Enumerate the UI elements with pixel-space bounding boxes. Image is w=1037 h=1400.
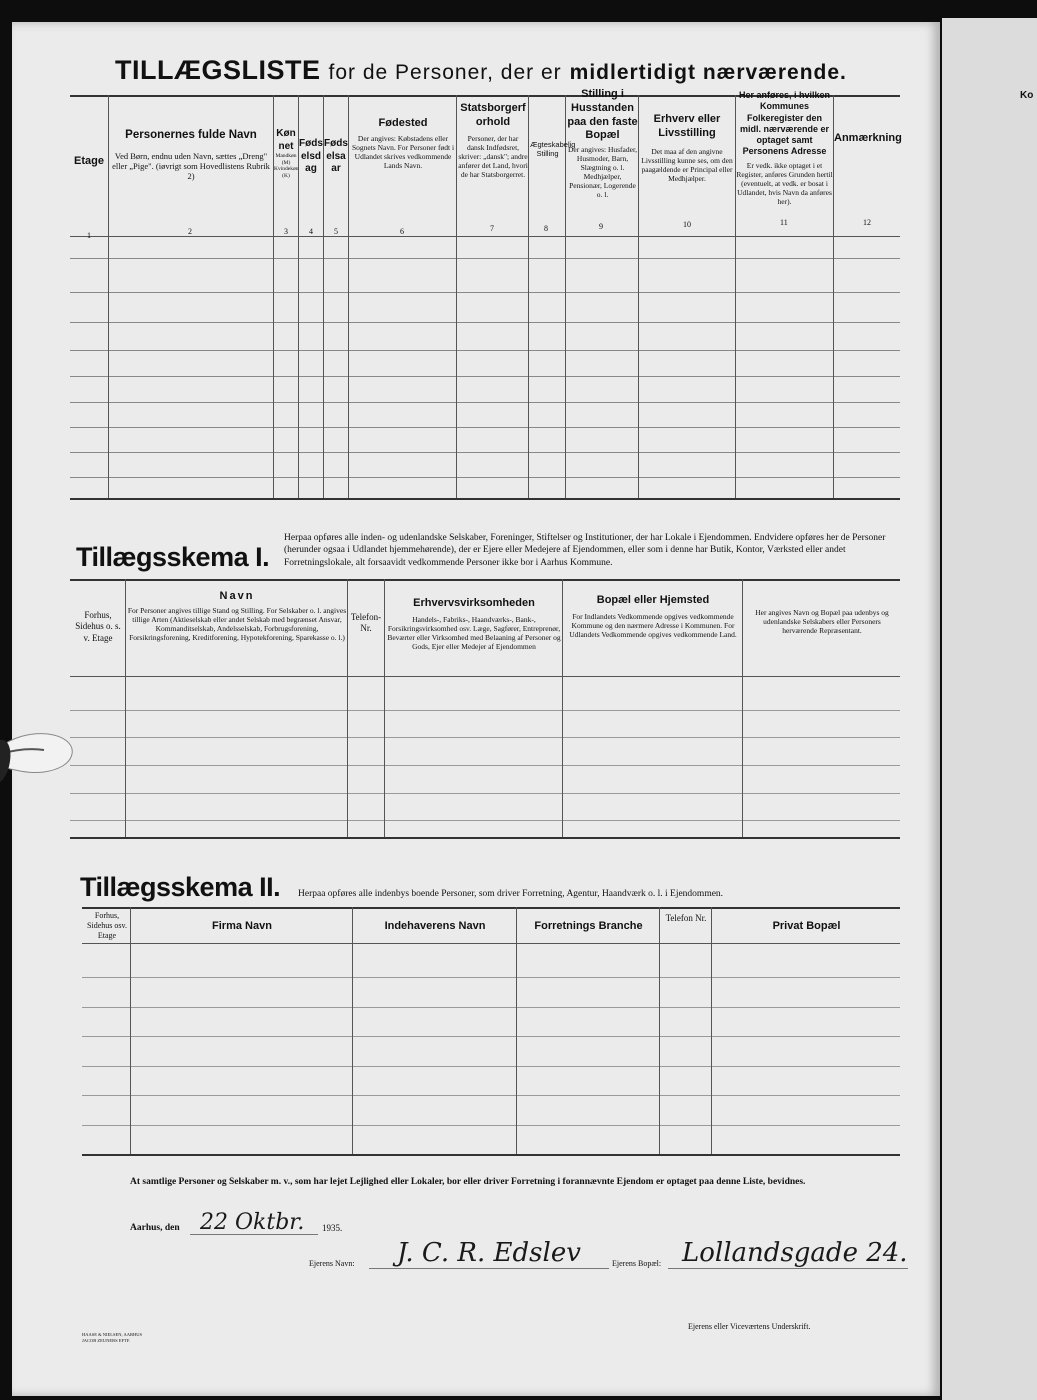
col-marital-header: Ægteskabelig Stilling: [530, 140, 576, 159]
col-number: 6: [400, 227, 404, 236]
col-birthyear-header: Fødselsaar: [324, 138, 348, 174]
paper-clip-icon: [0, 710, 78, 800]
col-number: 8: [544, 224, 548, 233]
owner-address-label: Ejerens Bopæl:: [612, 1259, 662, 1268]
col-name-header: Personernes fulde Navn Ved Børn, endnu uden Navn, sættes „Dreng" eller „Pige". (iøvrigt som Hovedlistens Rubrik 2): [112, 129, 270, 182]
place-label: Aarhus, den: [130, 1223, 180, 1233]
document-page: [12, 22, 940, 1396]
owner-address-handwritten: Lollandsgade 24.: [682, 1238, 908, 1268]
handwritten-date: 22 Oktbr.: [200, 1210, 305, 1235]
s1-col-phone-header: Telefon-Nr.: [350, 612, 382, 634]
page-title: TILLÆGSLISTE for de Personer, der er midlertidigt nærværende.: [115, 55, 847, 85]
skema2-title: Tillægsskema II.: [80, 872, 281, 902]
col-occupation-header: Erhverv eller Livsstilling Det maa af den angivne Livsstilling kunne ses, om den paagældende er Principal eller Medhjælper.: [641, 113, 733, 183]
owner-name-label: Ejerens Navn:: [309, 1259, 355, 1268]
col-register-header: Her anføres, i hvilken Kommunes Folkeregister den midl. nærværende er optaget samt Personens Adresse Er vedk. ikke optaget i et Register, anføres Grunden hertil (eventuelt, at vedk. er bosat i Udlandet, hvis Navn da anføres her).: [736, 90, 833, 206]
adjacent-page-text: Ko: [1020, 90, 1034, 101]
s1-col-etage-header: Forhus, Sidehus o. s. v. Etage: [75, 610, 121, 643]
col-remarks-header: Anmærkning: [834, 132, 902, 144]
year: 1935.: [322, 1223, 343, 1233]
col-gender-header: Kønnet Mandkøn (M) Kvindekøn (K): [274, 128, 299, 179]
col-birthplace-header: Fødested Der angives: Købstadens eller Sognets Navn. For Personer født i Udlandet skrives vedkommende Lands Navn.: [351, 117, 455, 170]
skema1-title: Tillægsskema I.: [76, 542, 270, 572]
col-number: 2: [188, 227, 192, 236]
col-citizenship-header: Statsborgerforhold Personer, der har dansk Indfødsret, skriver: „dansk"; andre anfører det Land, hvori de har Statsborgerret.: [458, 102, 528, 179]
s2-col-branch-header: Forretnings Branche: [534, 920, 643, 932]
printer-imprint: HAASE & NIELSEN, AARHUS JACOB ZEUNERS EFTF.: [82, 1332, 143, 1344]
col-number: 9: [599, 222, 603, 231]
col-etage-header: Etage: [74, 155, 104, 167]
col-number: 12: [863, 218, 871, 227]
s2-col-phone-header: Telefon Nr.: [665, 913, 707, 923]
s1-col-business-header: Erhvervsvirksomheden Handels-, Fabriks-, Haandværks-, Bank-, Forsikringsvirksomhed osv. Læge, Sagfører, Entreprenør, Beværter eller Virksomhed med Belaaning af Personer og Gods, Ejer eller Medejer af Ejendommen: [387, 597, 561, 651]
s2-col-owner-header: Indehaverens Navn: [384, 920, 486, 932]
skema1-description: Herpaa opføres alle inden- og udenlandske Selskaber, Foreninger, Stiftelser og Institutioner, der har Lokale i Ejendommen. Endvidere opføres her de Personer (herunder ogsaa i Udlandet hjemmehørende), der er Ejere eller Medejere af Ejendommen, eller som i denne har Butik, Kontor, Værksted eller andet Forretningslokale, alt forsaavidt vedkommende Personer ikke bor i Aarhus Kommune.: [284, 533, 886, 568]
col-number: 1: [87, 231, 91, 240]
adjacent-page: [942, 18, 1037, 1400]
s2-col-firm-header: Firma Navn: [212, 920, 272, 932]
col-number: 10: [683, 220, 691, 229]
col-household-header: Stilling i Husstanden paa den faste Bopæl Der angives: Husfader, Husmoder, Barn, Slægtning o. l. Medhjælper, Pensionær, Logerende o. l.: [567, 88, 638, 199]
skema2-description: Herpaa opføres alle indenbys boende Personer, som driver Forretning, Agentur, Haandværk o. l. i Ejendommen.: [298, 889, 724, 899]
s2-col-etage-header: Forhus, Sidehus osv. Etage: [87, 911, 127, 940]
col-number: 11: [780, 218, 788, 227]
owner-name-signature: J. C. R. Edslev: [397, 1238, 581, 1268]
signature-label: Ejerens eller Viceværtens Underskrift.: [688, 1322, 811, 1331]
col-number: 5: [334, 227, 338, 236]
certification-statement: At samtlige Personer og Selskaber m. v., som har lejet Lejlighed eller Lokaler, bor eller driver Forretning i forannævnte Ejendom er optaget paa denne Liste, bevidnes.: [130, 1177, 806, 1187]
col-birthday-header: Fødselsdag: [299, 138, 323, 174]
s2-col-private-address-header: Privat Bopæl: [772, 920, 841, 932]
col-number: 7: [490, 224, 494, 233]
col-number: 3: [284, 227, 288, 236]
s1-col-name-header: Navn For Personer angives tillige Stand og Stilling. For Selskaber o. l. angives tillige Arten (Aktieselskab eller andet Selskab med begrænset Ansvar, Kommanditselskab, Andelsselskab, Forbrugsforening, Forsikringsforening, Kreditforening, Hypotekforening, Sparekasse o. l.): [127, 590, 347, 642]
col-number: 4: [309, 227, 313, 236]
s1-col-representative-header: Her angives Navn og Bopæl paa udenbys og udenlandske Selskabers eller Personers herværende Repræsentant.: [755, 608, 889, 635]
s1-col-residence-header: Bopæl eller Hjemsted For Indlandets Vedkommende opgives vedkommende Kommune og den nærmere Adresse i Kommunen. For Udlandets Vedkommende opgives vedkommende Land.: [569, 594, 737, 639]
